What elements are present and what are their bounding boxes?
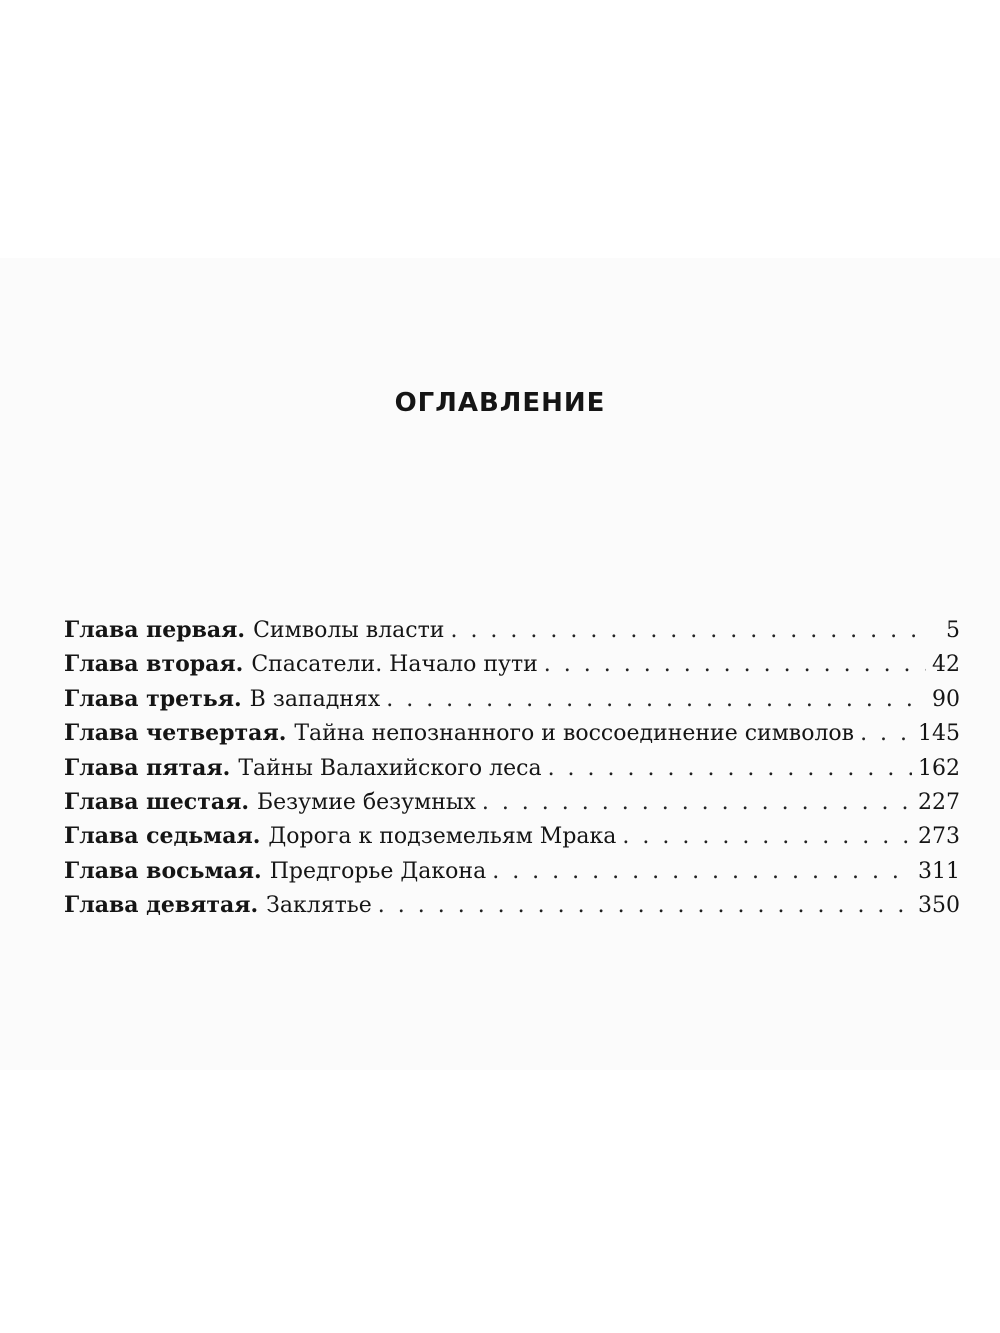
page-number: 311 [918,858,960,884]
toc-entry [64,823,960,857]
chapter-title: Тайна непознанного и воссоединение символов [294,721,855,747]
toc-entry [64,720,960,754]
page-number: 350 [918,893,960,919]
chapter-title: Заклятье [266,893,372,919]
toc-entry [64,789,960,823]
chapter-label: Глава четвертая. [64,720,287,747]
chapter-title: Безумие безумных [257,789,476,815]
dot-leader [378,893,912,918]
page-number: 5 [946,618,960,643]
toc-entry [64,651,960,685]
table-of-contents [64,617,960,927]
dot-leader [860,721,912,746]
toc-entry [64,755,960,789]
page-number: 273 [918,824,960,850]
toc-entry [64,617,960,651]
toc-heading: ОГЛАВЛЕНИЕ [394,388,606,418]
toc-entry [64,858,960,892]
chapter-title: Тайны Валахийского леса [238,755,542,781]
page-number: 42 [932,652,960,678]
chapter-label: Глава третья. [64,685,242,712]
chapter-label: Глава девятая. [64,892,259,919]
dot-leader [492,859,912,884]
dot-leader [386,687,926,712]
toc-entry [64,892,960,926]
dot-leader [482,790,912,815]
dot-leader [450,618,930,643]
dot-leader [544,652,926,677]
chapter-label: Глава первая. [64,617,246,643]
chapter-label: Глава пятая. [64,754,231,781]
chapter-title: В западнях [249,686,381,712]
chapter-title: Дорога к подземельям Мрака [268,824,617,850]
page-number: 227 [918,789,960,815]
dot-leader [622,824,912,849]
chapter-label: Глава седьмая. [64,823,261,850]
chapter-title: Спасатели. Начало пути [251,652,538,678]
toc-entry [64,686,960,720]
chapter-title: Символы власти [253,618,445,643]
dot-leader [548,756,912,781]
chapter-title: Предгорье Дакона [269,858,487,884]
chapter-label: Глава восьмая. [64,857,262,884]
page-number: 145 [918,721,960,747]
chapter-label: Глава шестая. [64,788,249,815]
page-number: 162 [918,755,960,781]
chapter-label: Глава вторая. [64,651,244,678]
page-number: 90 [932,686,960,712]
